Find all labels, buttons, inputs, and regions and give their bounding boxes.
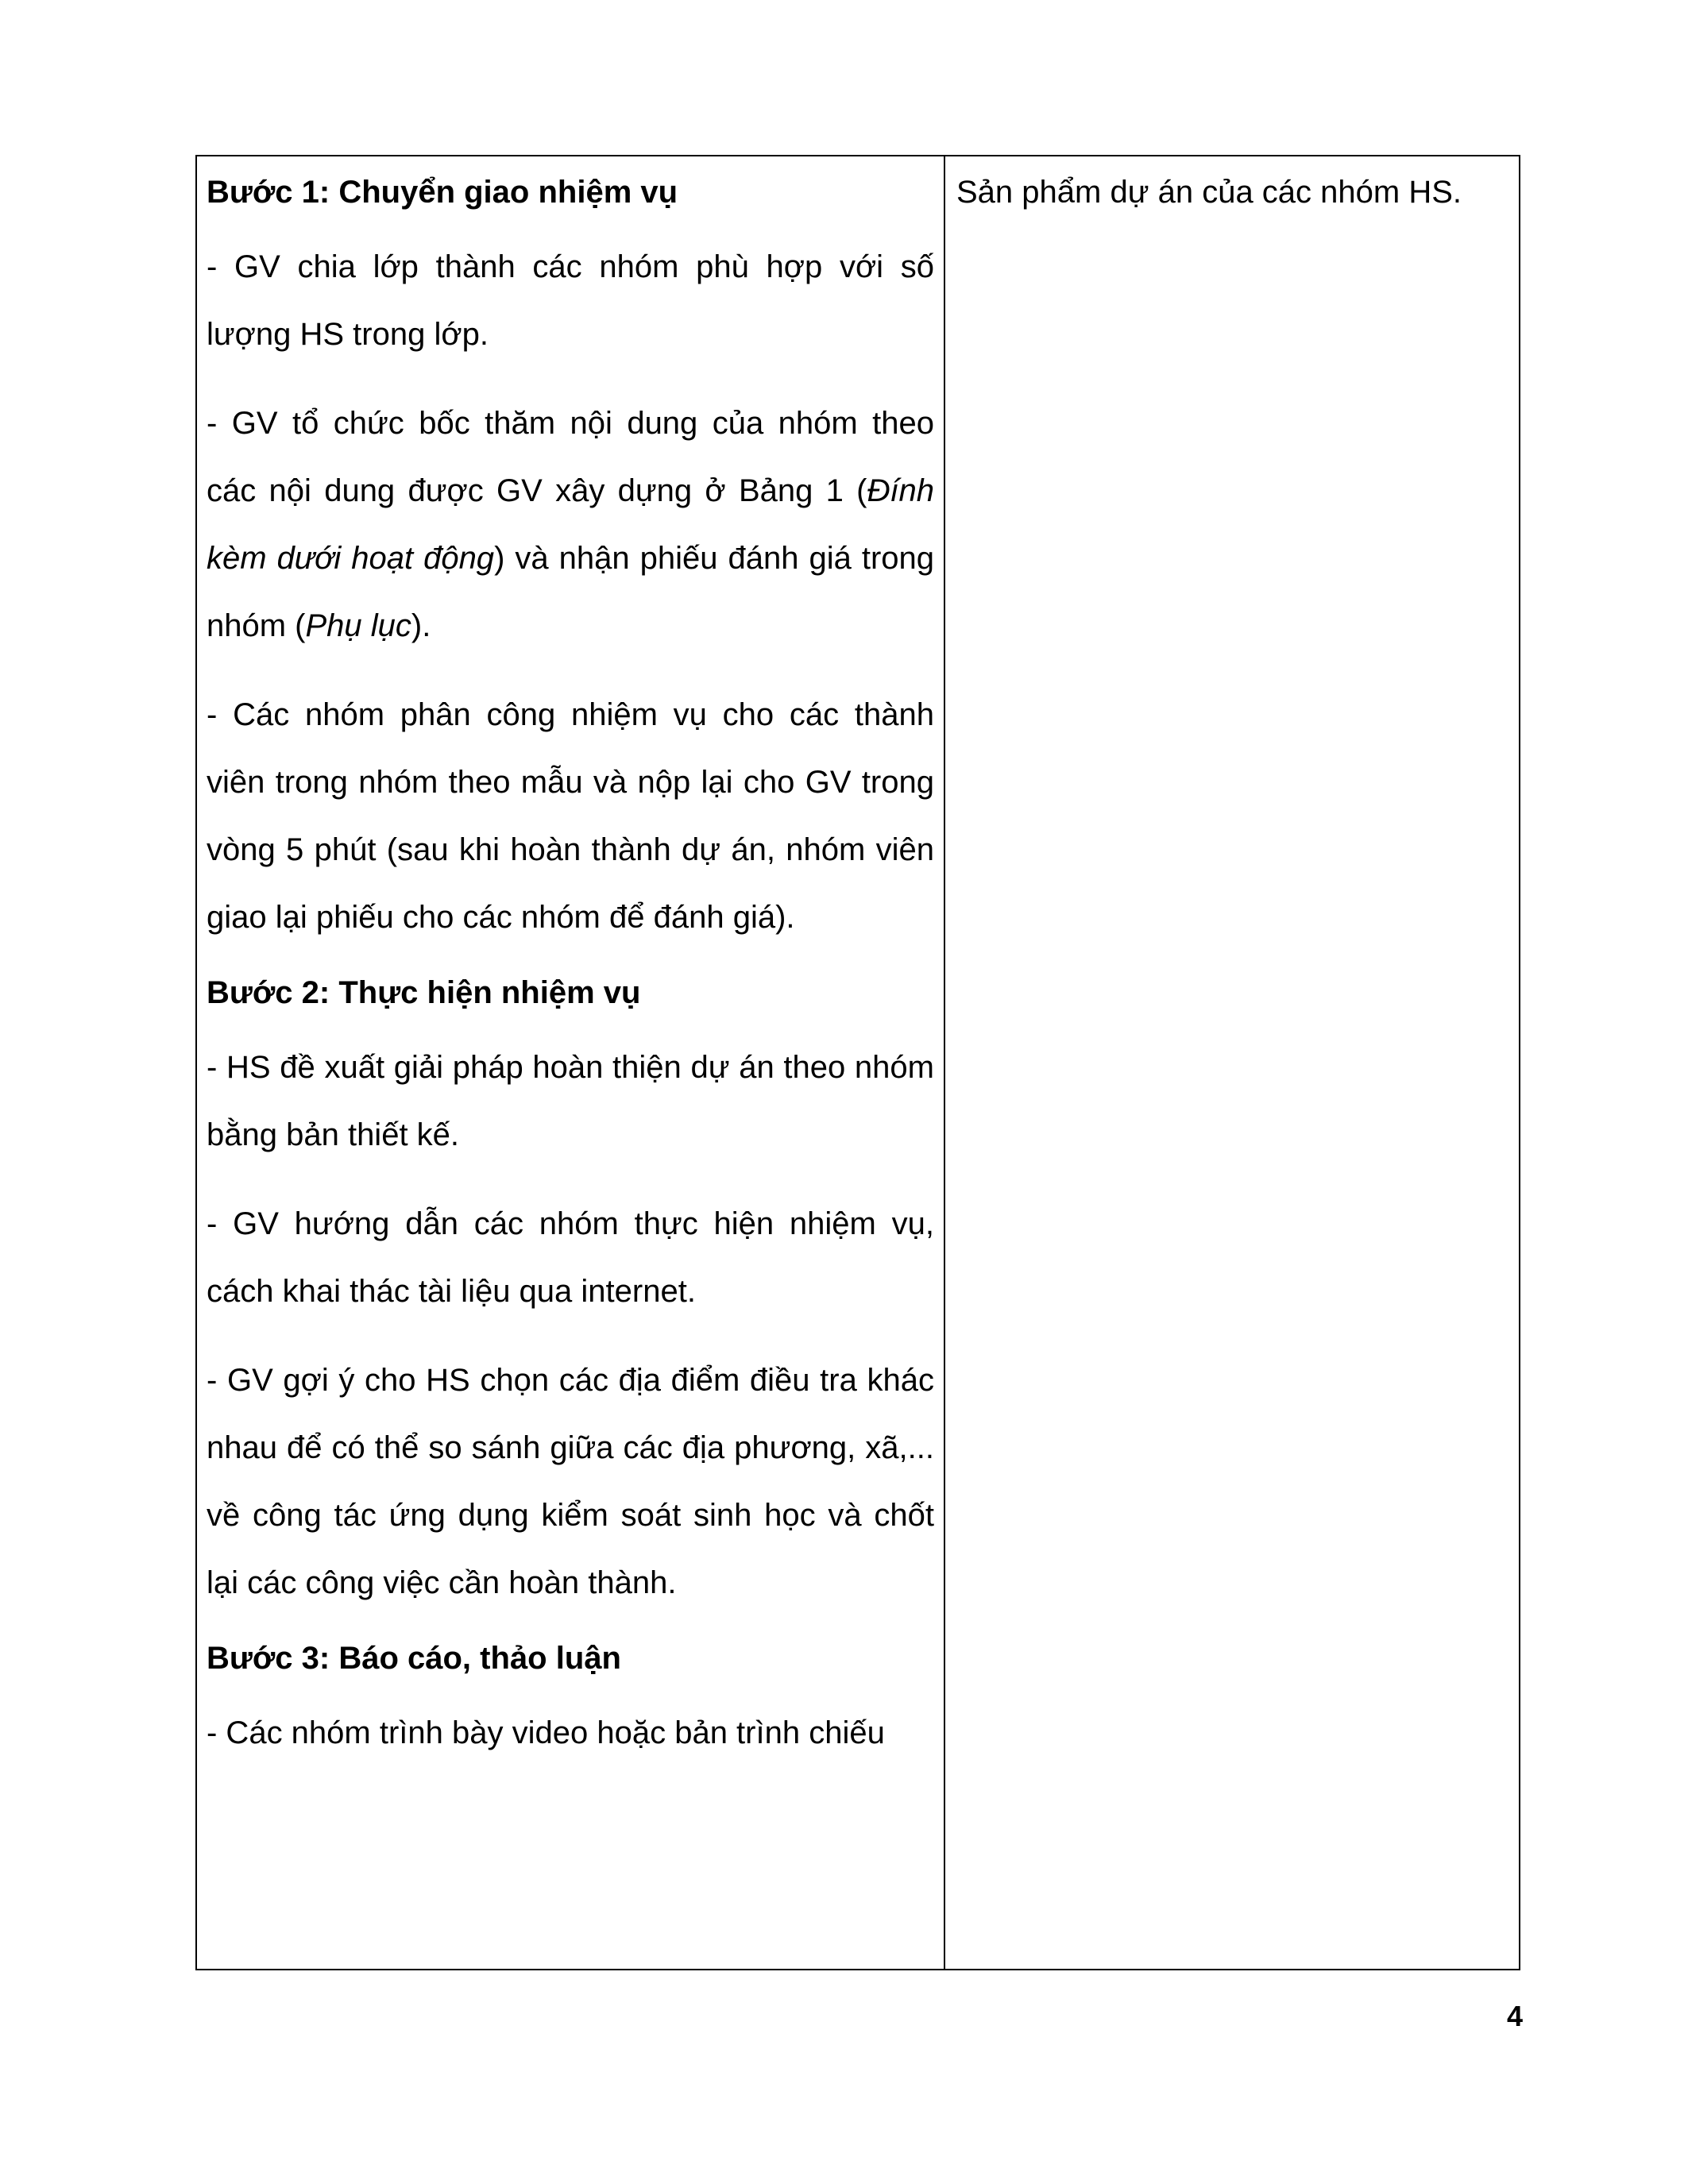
content-table xyxy=(195,155,1520,1970)
activity-steps-column xyxy=(197,156,945,1969)
step2-paragraph-3: - GV gợi ý cho HS chọn các địa điểm điều tra khác nhau để có thể so sánh giữa các địa phương, xã,... về công tác ứng dụng kiểm soát sinh học và chốt lại các công việc cần hoàn thành. xyxy=(207,1363,934,1600)
step1-heading: Bước 1: Chuyển giao nhiệm vụ xyxy=(207,175,678,210)
product-column xyxy=(945,156,1519,1969)
appendix-note: Phụ lục xyxy=(305,608,411,643)
step1-paragraph-3: - Các nhóm phân công nhiệm vụ cho các thành viên trong nhóm theo mẫu và nộp lại cho GV trong vòng 5 phút (sau khi hoàn thành dự án, nhóm viên giao lại phiếu cho các nhóm để đánh giá). xyxy=(207,697,934,935)
step1-paragraph-1: - GV chia lớp thành các nhóm phù hợp với số lượng HS trong lớp. xyxy=(207,249,934,352)
step2-paragraph-2: - GV hướng dẫn các nhóm thực hiện nhiệm vụ, cách khai thác tài liệu qua internet. xyxy=(207,1206,934,1309)
step1-paragraph-2: - GV tổ chức bốc thăm nội dung của nhóm theo các nội dung được GV xây dựng ở Bảng 1 (Đính kèm dưới hoạt động) và nhận phiếu đánh giá trong nhóm (Phụ lục). xyxy=(207,406,935,643)
step3-heading: Bước 3: Báo cáo, thảo luận xyxy=(207,1641,621,1676)
product-text: Sản phẩm dự án của các nhóm HS. xyxy=(956,175,1462,210)
step3-paragraph-1: - Các nhóm trình bày video hoặc bản trình chiếu xyxy=(207,1715,885,1750)
attachment-note: Đính kèm dưới hoạt động xyxy=(207,473,934,576)
step2-heading: Bước 2: Thực hiện nhiệm vụ xyxy=(207,975,641,1010)
step2-paragraph-1: - HS đề xuất giải pháp hoàn thiện dự án theo nhóm bằng bản thiết kế. xyxy=(207,1050,934,1152)
page-number: 4 xyxy=(1506,2000,1523,2032)
